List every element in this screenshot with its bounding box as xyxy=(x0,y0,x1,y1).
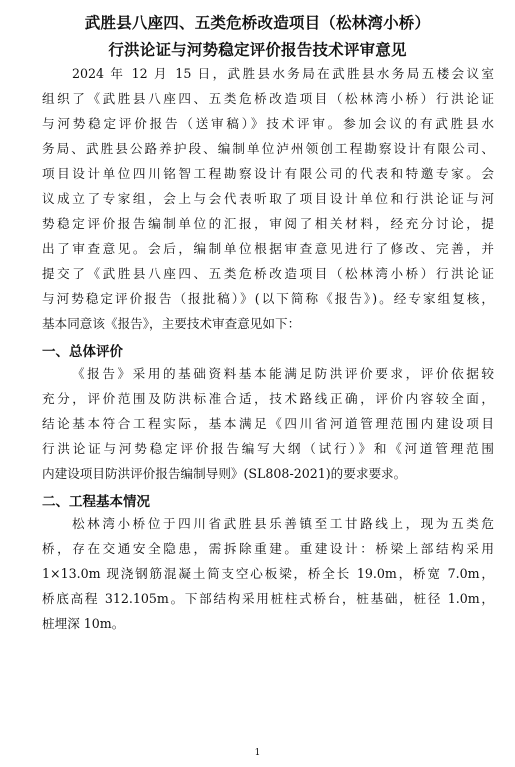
intro-line: 务局、武胜县公路养护段、编制单位泸州领创工程勘察设计有限公司、 xyxy=(42,141,494,156)
intro-line: 基本同意该《报告》，主要技术审查意见如下： xyxy=(42,316,301,331)
intro-line: 势稳定评价报告编制单位的汇报，审阅了相关材料，经充分讨论，提 xyxy=(42,216,494,231)
section-heading-overall-evaluation: 一、总体评价 xyxy=(42,344,123,360)
section2-line: 松林湾小桥位于四川省武胜县乐善镇至工甘路线上，现为五类危 xyxy=(72,516,494,531)
intro-line: 项目设计单位四川铭智工程勘察设计有限公司的代表和特邀专家。会 xyxy=(42,166,494,181)
document-title-line-2: 行洪论证与河势稳定评价报告技术评审意见 xyxy=(108,41,407,59)
section1-line: 《报告》采用的基础资料基本能满足防洪评价要求，评价依据较 xyxy=(72,366,494,381)
intro-line: 议成立了专家组，会上与会代表听取了项目设计单位和行洪论证与河 xyxy=(42,191,494,206)
section1-line: 内建设项目防洪评价报告编制导则》(SL808-2021)的要求要求。 xyxy=(42,466,407,481)
intro-line: 2024 年 12 月 15 日，武胜县水务局在武胜县水务局五楼会议室 xyxy=(72,66,494,81)
section1-line: 充分，评价范围及防洪标准合适，技术路线正确，评价内容较全面， xyxy=(42,391,494,406)
document-title-line-1: 武胜县八座四、五类危桥改造项目（松林湾小桥） xyxy=(84,14,431,32)
intro-line: 提交了《武胜县八座四、五类危桥改造项目（松林湾小桥）行洪论证 xyxy=(42,266,494,281)
intro-line: 出了审查意见。会后，编制单位根据审查意见进行了修改、完善，并 xyxy=(42,241,494,256)
section-heading-project-basics: 二、工程基本情况 xyxy=(42,494,150,510)
section2-line: 桥，存在交通安全隐患，需拆除重建。重建设计：桥梁上部结构采用 xyxy=(42,541,494,556)
section2-line: 桩埋深 10m。 xyxy=(42,616,125,631)
section2-line: 1×13.0m 现浇钢筋混凝土简支空心板梁，桥全长 19.0m，桥宽 7.0m， xyxy=(42,566,494,581)
intro-line: 与河势稳定评价报告（送审稿）》技术评审。参加会议的有武胜县水 xyxy=(42,116,494,131)
intro-line: 与河势稳定评价报告（报批稿）》(以下简称《报告》)。经专家组复核， xyxy=(42,291,494,306)
section1-line: 结论基本符合工程实际，基本满足《四川省河道管理范围内建设项目 xyxy=(42,416,494,431)
page-number: 1 xyxy=(254,748,261,758)
section2-line: 桥底高程 312.105m。下部结构采用桩柱式桥台，桩基础，桩径 1.0m， xyxy=(42,591,494,606)
section1-line: 行洪论证与河势稳定评价报告编写大纲（试行）》和《河道管理范围 xyxy=(42,441,494,456)
intro-line: 组织了《武胜县八座四、五类危桥改造项目（松林湾小桥）行洪论证 xyxy=(42,91,494,106)
